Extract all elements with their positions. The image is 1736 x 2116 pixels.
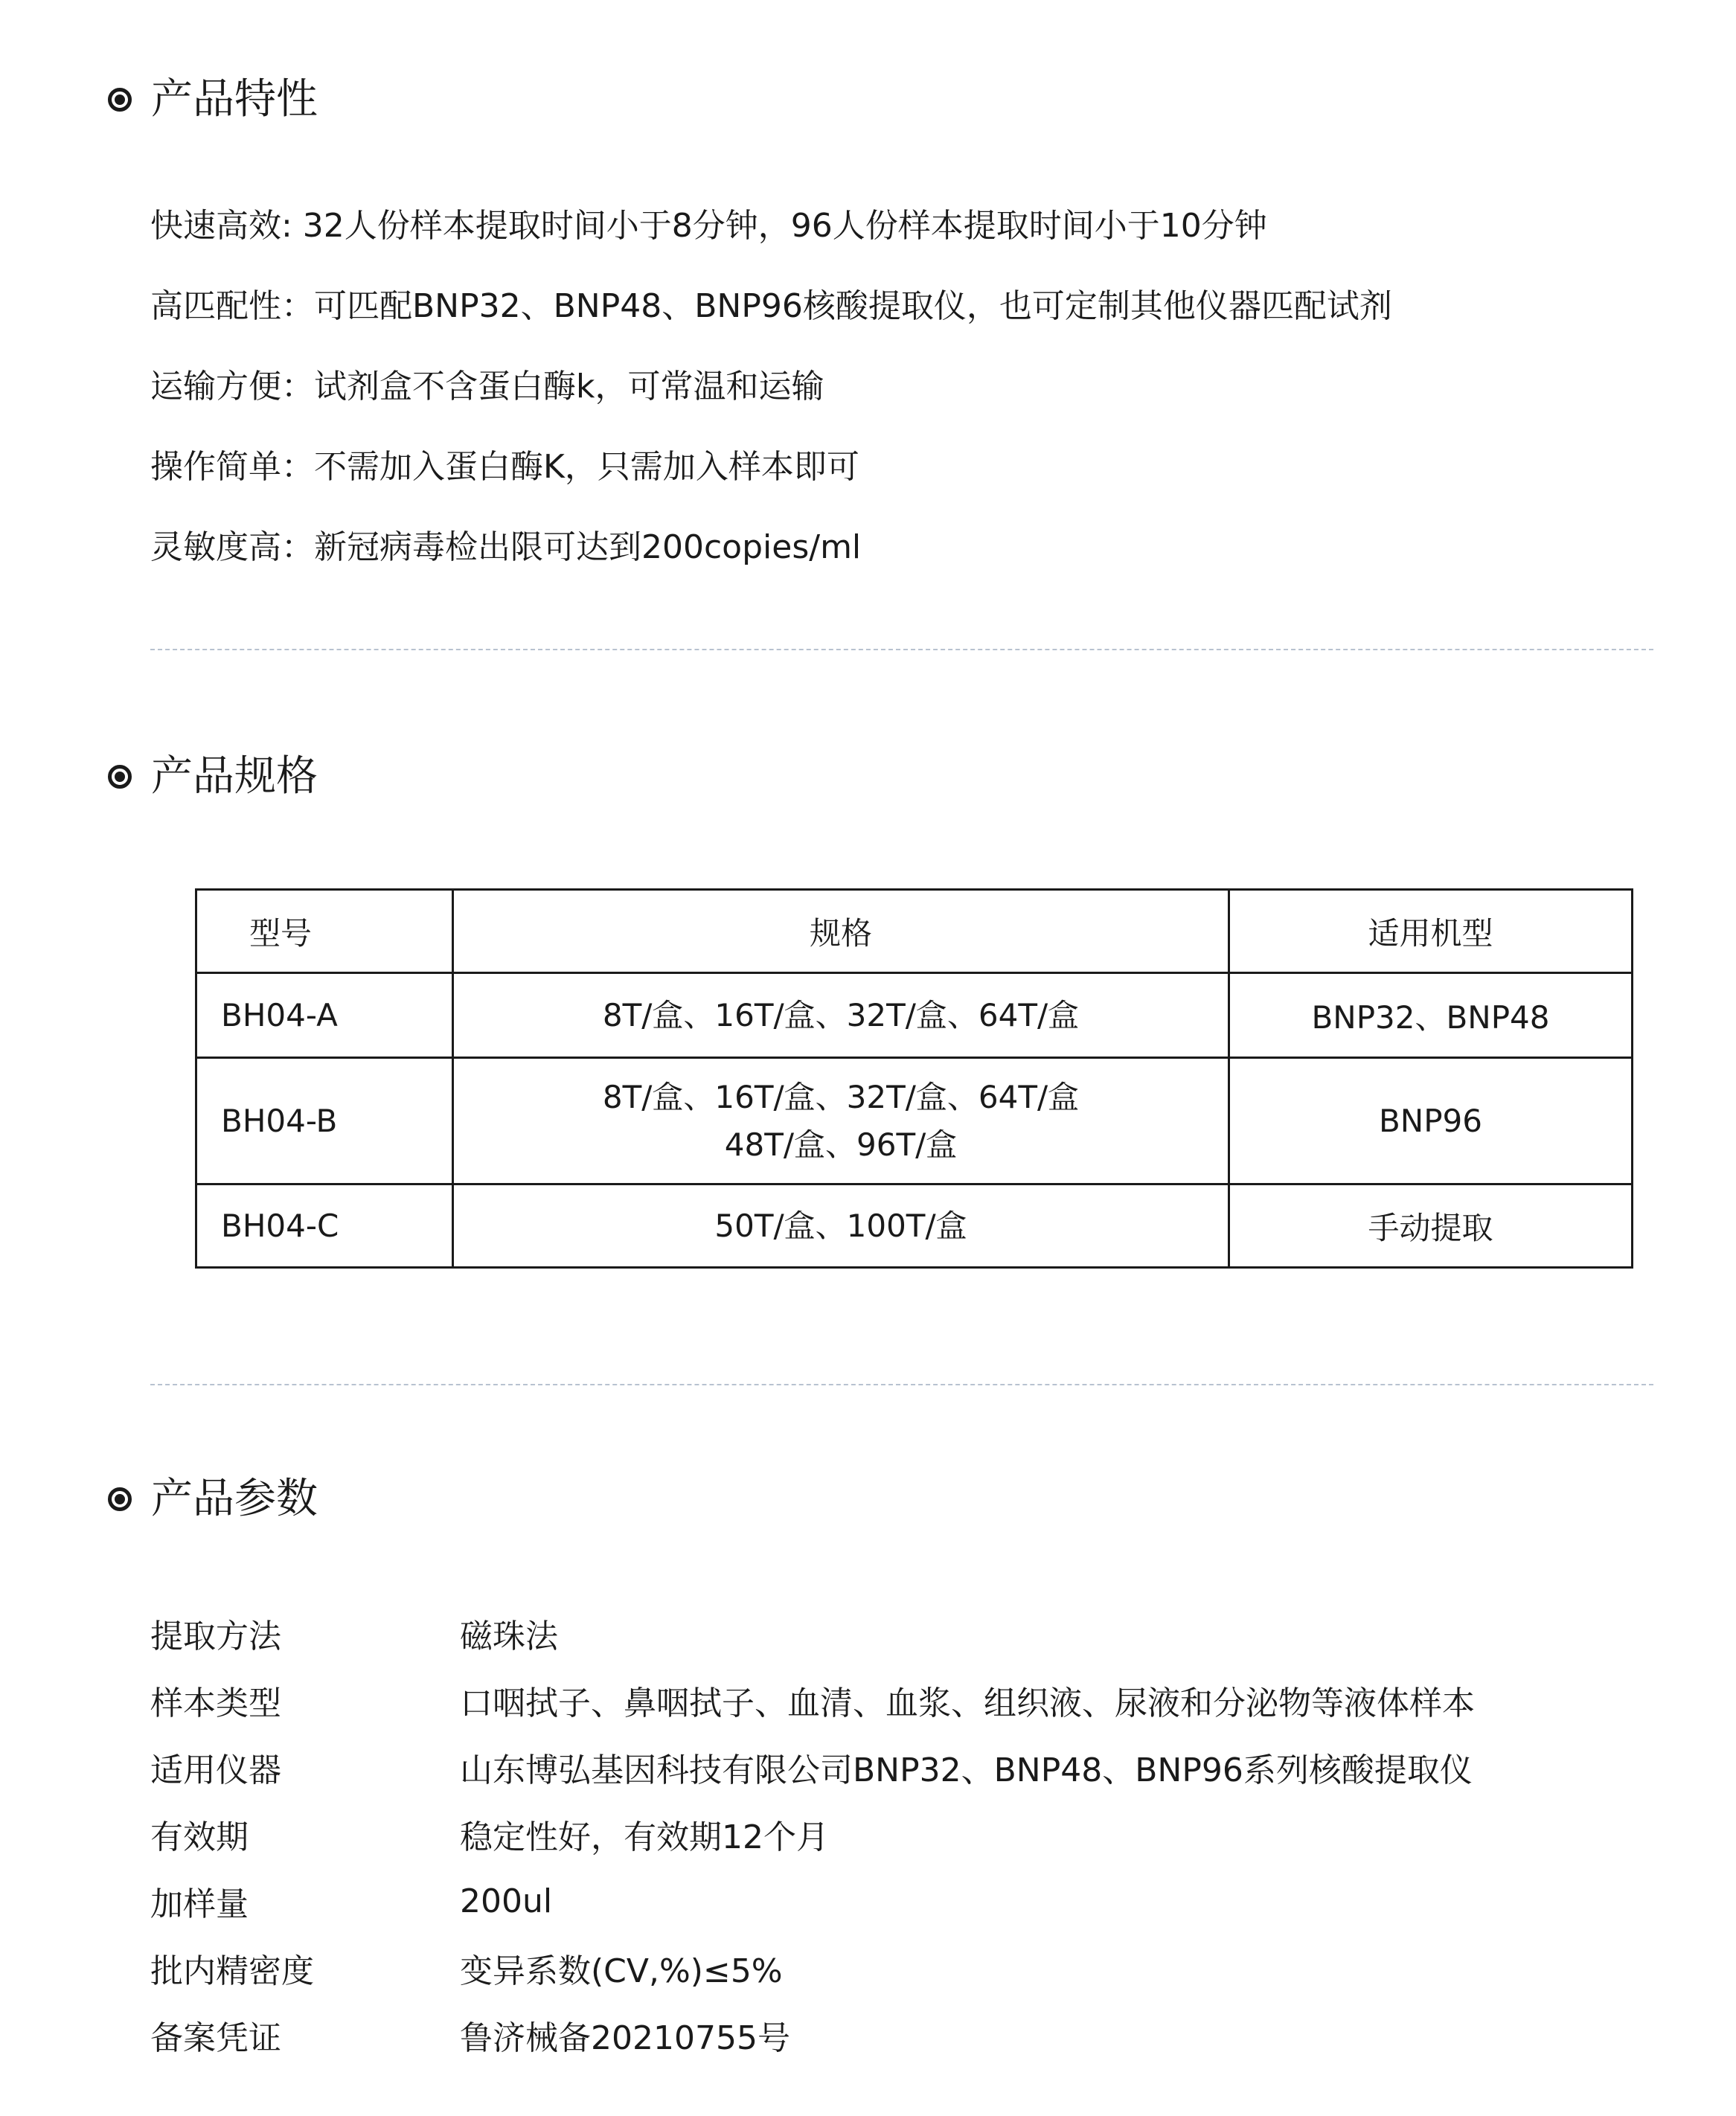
param-label: 批内精密度 xyxy=(150,1952,314,1990)
cell-model: BH04-A xyxy=(196,973,453,1058)
params-list xyxy=(150,1600,1639,2068)
section-divider xyxy=(150,649,1653,650)
param-value: 200ul xyxy=(460,1882,553,1920)
cell-model: BH04-B xyxy=(196,1058,453,1184)
cell-machine: BNP96 xyxy=(1229,1058,1633,1184)
cell-spec xyxy=(453,1184,1229,1268)
cell-machine: BNP32、BNP48 xyxy=(1229,973,1633,1058)
param-label: 提取方法 xyxy=(150,1618,281,1655)
section-divider xyxy=(150,1384,1653,1385)
spec-line: 8T/盒、16T/盒、32T/盒、64T/盒 xyxy=(602,996,1080,1033)
cell-machine: 手动提取 xyxy=(1229,1184,1633,1268)
params-title: 产品参数 xyxy=(151,1475,318,1523)
cell-spec xyxy=(453,1058,1229,1184)
specs-title: 产品规格 xyxy=(151,752,318,801)
header-spec: 规格 xyxy=(453,890,1229,973)
spec-line: 50T/盒、100T/盒 xyxy=(714,1207,967,1244)
feature-item: 高匹配性：可匹配BNP32、BNP48、BNP96核酸提取仪，也可定制其他仪器匹配试剂 xyxy=(150,287,1392,325)
spec-line: 8T/盒、16T/盒、32T/盒、64T/盒 xyxy=(602,1078,1080,1115)
feature-item: 灵敏度高：新冠病毒检出限可达到200copies/ml xyxy=(150,528,862,566)
features-heading xyxy=(108,77,318,122)
param-value: 口咽拭子、鼻咽拭子、血清、血浆、组织液、尿液和分泌物等液体样本 xyxy=(460,1684,1475,1722)
feature-item: 快速高效: 32人份样本提取时间小于8分钟，96人份样本提取时间小于10分钟 xyxy=(150,207,1267,245)
param-label: 备案凭证 xyxy=(150,2019,281,2057)
params-heading xyxy=(108,1477,318,1522)
radio-bullet-icon xyxy=(108,88,132,112)
feature-item: 操作简单：不需加入蛋白酶K，只需加入样本即可 xyxy=(150,448,859,486)
param-value: 鲁济械备20210755号 xyxy=(460,2019,790,2057)
param-row xyxy=(150,1667,1639,1734)
param-row xyxy=(150,1600,1639,1667)
param-row xyxy=(150,1934,1639,2001)
feature-item: 运输方便：试剂盒不含蛋白酶k，可常温和运输 xyxy=(150,368,824,405)
param-value: 山东博弘基因科技有限公司BNP32、BNP48、BNP96系列核酸提取仪 xyxy=(460,1751,1473,1789)
header-model: 型号 xyxy=(196,890,453,973)
specs-heading xyxy=(108,754,318,799)
param-value: 变异系数(CV,%)≤5% xyxy=(460,1952,783,1990)
feature-list xyxy=(150,199,1639,601)
param-label: 样本类型 xyxy=(150,1684,281,1722)
table-header-row xyxy=(196,890,1633,973)
header-machine: 适用机型 xyxy=(1229,890,1633,973)
param-label: 加样量 xyxy=(150,1885,249,1923)
table-row xyxy=(196,1184,1633,1268)
table-row xyxy=(196,1058,1633,1184)
features-title: 产品特性 xyxy=(151,75,318,124)
param-row xyxy=(150,2001,1639,2068)
param-row xyxy=(150,1801,1639,1867)
radio-bullet-icon xyxy=(108,1487,132,1511)
table-row xyxy=(196,973,1633,1058)
radio-bullet-icon xyxy=(108,765,132,789)
spec-line: 48T/盒、96T/盒 xyxy=(724,1126,958,1163)
param-value: 磁珠法 xyxy=(460,1618,558,1655)
param-value: 稳定性好，有效期12个月 xyxy=(460,1818,829,1856)
cell-spec xyxy=(453,973,1229,1058)
cell-model: BH04-C xyxy=(196,1184,453,1268)
spec-table xyxy=(195,888,1633,1269)
param-row xyxy=(150,1734,1639,1801)
param-label: 有效期 xyxy=(150,1818,249,1856)
param-label: 适用仪器 xyxy=(150,1751,281,1789)
param-row xyxy=(150,1867,1639,1934)
